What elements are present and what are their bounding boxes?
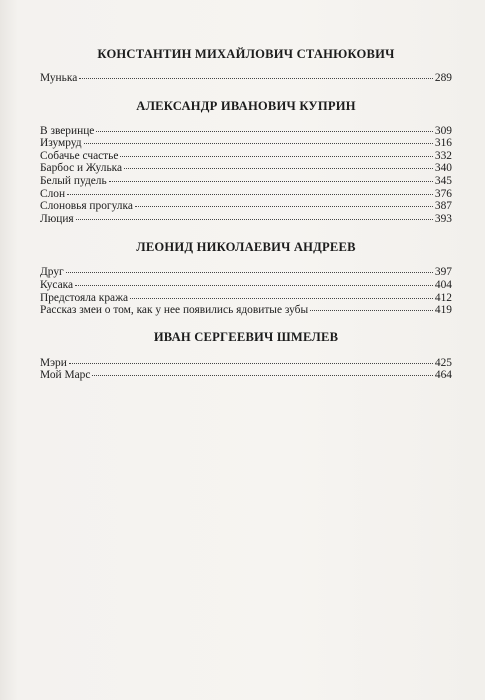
dot-leader (75, 285, 433, 286)
toc-entry-list (40, 72, 452, 85)
toc-entry (40, 369, 452, 382)
entry-page-number: 289 (434, 72, 452, 84)
toc-entry-list (40, 266, 452, 316)
entry-page-number: 340 (434, 162, 452, 175)
entry-title: Люция (40, 212, 74, 225)
entry-title: Друг (40, 266, 64, 279)
entry-page-number: 425 (434, 356, 452, 369)
entry-page-number: 309 (434, 124, 452, 137)
entry-title: Собачье счастье (40, 149, 119, 162)
toc-entry (40, 357, 452, 370)
toc-entry-list (40, 125, 452, 226)
entry-page-number: 464 (434, 369, 452, 382)
toc-entry (40, 279, 452, 292)
toc-section-andreev (40, 237, 452, 316)
dot-leader (69, 363, 433, 364)
toc-section-stanyukovich (40, 44, 452, 85)
dot-leader (92, 375, 432, 376)
table-of-contents (40, 40, 452, 382)
entry-title: Рассказ змеи о том, как у нее появились ядовитые зубы (40, 304, 309, 317)
dot-leader (79, 78, 433, 79)
dot-leader (96, 131, 433, 132)
entry-title: Слоновья прогулка (40, 200, 133, 213)
toc-section-shmelev (40, 327, 452, 382)
entry-title: Кусака (40, 278, 74, 291)
entry-page-number: 376 (434, 187, 452, 200)
toc-entry (40, 292, 452, 305)
entry-title: Барбос и Жулька (40, 162, 123, 175)
dot-leader (109, 181, 433, 182)
entry-page-number: 419 (434, 304, 452, 317)
dot-leader (124, 168, 433, 169)
entry-page-number: 345 (434, 174, 452, 187)
toc-entry (40, 125, 452, 138)
toc-section-kuprin (40, 96, 452, 226)
entry-page-number: 404 (434, 278, 452, 291)
section-author: ЛЕОНИД НИКОЛАЕВИЧ АНДРЕЕВ (136, 240, 356, 255)
entry-title: Изумруд (40, 137, 82, 150)
toc-entry (40, 137, 452, 150)
entry-page-number: 316 (434, 137, 452, 150)
toc-entry (40, 188, 452, 201)
toc-entry (40, 266, 452, 279)
entry-title: Мэри (40, 356, 67, 369)
entry-title: Мунька (40, 72, 78, 84)
dot-leader (120, 156, 432, 157)
section-author: КОНСТАНТИН МИХАЙЛОВИЧ СТАНЮКОВИЧ (97, 47, 395, 61)
toc-entry (40, 175, 452, 188)
dot-leader (84, 143, 433, 144)
section-author: АЛЕКСАНДР ИВАНОВИЧ КУПРИН (136, 98, 356, 113)
dot-leader (66, 272, 433, 273)
toc-entry (40, 150, 452, 163)
entry-page-number: 397 (434, 266, 452, 279)
entry-page-number: 393 (434, 212, 452, 225)
entry-title: Мой Марс (40, 369, 91, 382)
section-author: ИВАН СЕРГЕЕВИЧ ШМЕЛЕВ (153, 329, 339, 344)
entry-page-number: 332 (434, 149, 452, 162)
dot-leader (310, 310, 433, 311)
entry-title: Предстояла кража (40, 291, 129, 304)
entry-title: В зверинце (40, 124, 95, 137)
entry-page-number: 387 (434, 200, 452, 213)
toc-entry (40, 213, 452, 226)
dot-leader (130, 298, 433, 299)
toc-entry (40, 162, 452, 175)
dot-leader (67, 194, 433, 195)
toc-entry-list (40, 357, 452, 382)
entry-title: Слон (40, 187, 66, 200)
dot-leader (76, 219, 433, 220)
toc-entry (40, 200, 452, 213)
dot-leader (135, 206, 433, 207)
toc-entry (40, 304, 452, 317)
entry-page-number: 412 (434, 291, 452, 304)
toc-entry (40, 72, 452, 85)
entry-title: Белый пудель (40, 174, 107, 187)
